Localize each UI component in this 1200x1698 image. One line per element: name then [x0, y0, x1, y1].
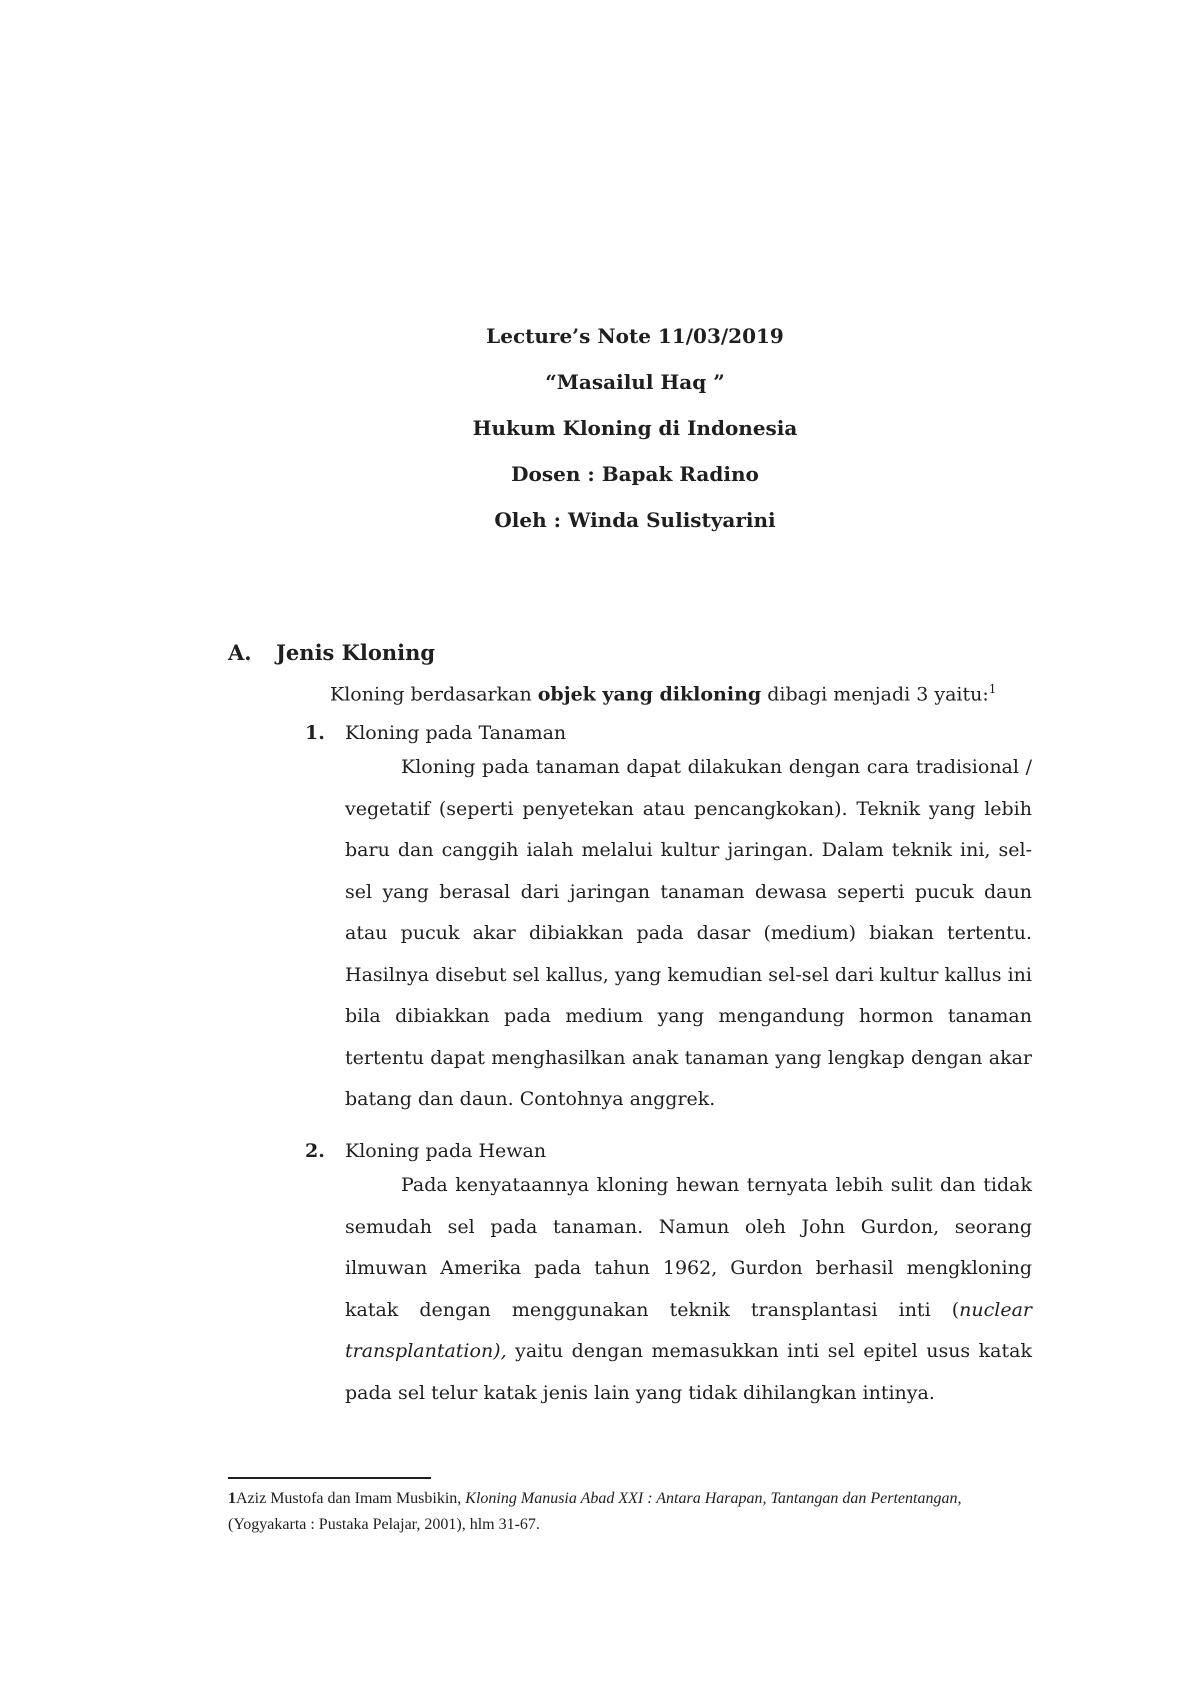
- intro-text-before: Kloning berdasarkan: [330, 683, 538, 706]
- title-block: [0, 318, 1200, 548]
- paragraph-text-after: yaitu dengan memasukkan inti sel epitel usus katak pada sel telur katak jenis lain yang tidak dihilangkan intinya.: [345, 1340, 1032, 1404]
- list-item-paragraph: [345, 1165, 1032, 1414]
- footnote-ref: 1: [988, 682, 997, 696]
- author-name: Oleh : Winda Sulistyarini: [494, 508, 776, 532]
- section-intro: [330, 682, 996, 705]
- footnote-authors: Aziz Mustofa dan Imam Musbikin,: [236, 1490, 466, 1507]
- list-item-heading: [305, 1140, 546, 1162]
- footnote-separator: [228, 1477, 431, 1479]
- intro-bold-text: objek yang dikloning: [537, 683, 762, 706]
- list-item-number: 2.: [305, 1140, 325, 1162]
- footnote: [228, 1486, 1028, 1538]
- footnote-number: 1: [228, 1490, 236, 1507]
- paragraph-text-before: Pada kenyataannya kloning hewan ternyata lebih sulit dan tidak semudah sel pada tanaman. Namun oleh John Gurdon, seorang ilmuwan Amerika pada tahun 1962, Gurdon berhasil mengkloning katak dengan menggunakan teknik transplantasi inti (: [345, 1174, 1032, 1321]
- footnote-book-title: Kloning Manusia Abad XXI : Antara Harapan, Tantangan dan Pertentangan,: [465, 1490, 962, 1507]
- footnote-publisher: (Yogyakarta : Pustaka Pelajar, 2001), hlm 31-67.: [228, 1516, 540, 1533]
- intro-text-after: dibagi menjadi 3 yaitu:: [761, 683, 989, 706]
- list-item-heading: [305, 722, 566, 744]
- paragraph-italic-text: nuclear transplantation),: [345, 1298, 1032, 1362]
- list-item-title: Kloning pada Hewan: [345, 1140, 547, 1162]
- lecture-note-date: Lecture’s Note 11/03/2019: [486, 324, 784, 348]
- section-letter: A.: [228, 640, 252, 665]
- paragraph-text: Kloning pada tanaman dapat dilakukan dengan cara tradisional / vegetatif (seperti penyetekan atau pencangkokan). Teknik yang lebih baru dan canggih ialah melalui kultur jaringan. Dalam teknik ini, sel-sel yang berasal dari jaringan tanaman dewasa seperti pucuk daun atau pucuk akar dibiakkan pada dasar (medium) biakan tertentu. Hasilnya disebut sel kallus, yang kemudian sel-sel dari kultur kallus ini bila dibiakkan pada medium yang mengandung hormon tanaman tertentu dapat menghasilkan anak tanaman yang lengkap dengan akar batang dan daun. Contohnya anggrek.: [345, 756, 1032, 1110]
- section-title: Jenis Kloning: [276, 640, 436, 665]
- list-item-paragraph: [345, 747, 1032, 1121]
- lecturer-name: Dosen : Bapak Radino: [511, 462, 759, 486]
- list-item-title: Kloning pada Tanaman: [345, 722, 567, 744]
- section-heading: [228, 640, 435, 665]
- document-title: Hukum Kloning di Indonesia: [472, 416, 798, 440]
- course-name: “Masailul Haq ”: [545, 370, 725, 394]
- list-item-number: 1.: [305, 722, 325, 744]
